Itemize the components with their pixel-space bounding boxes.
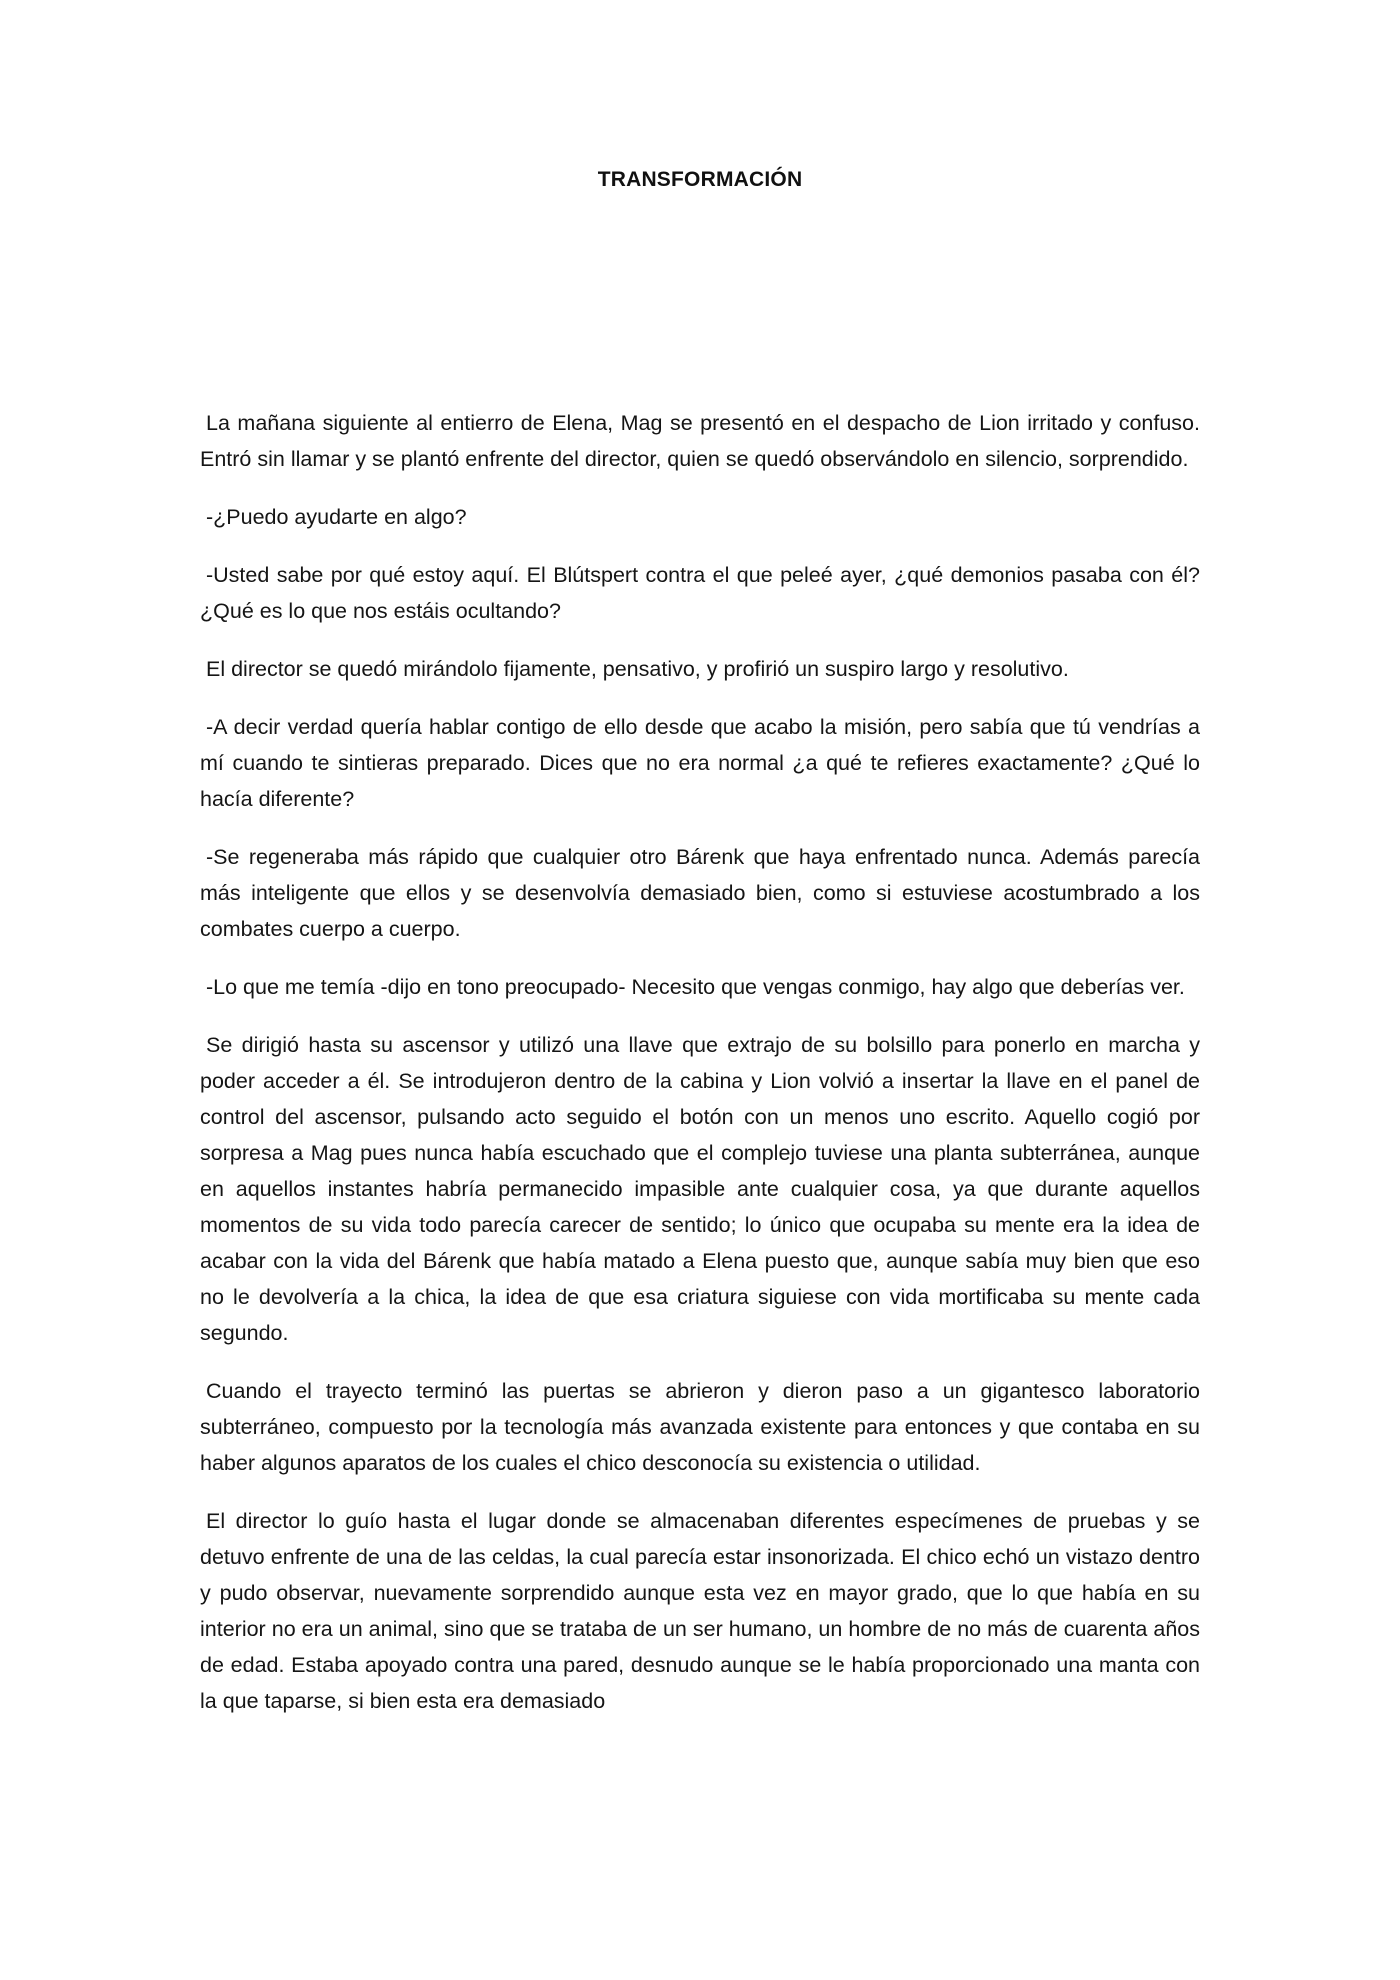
paragraph: -Usted sabe por qué estoy aquí. El Blútspert contra el que peleé ayer, ¿qué demonios pasaba con él? ¿Qué es lo que nos estáis ocultando? <box>200 563 1200 623</box>
paragraph: -Lo que me temía -dijo en tono preocupado- Necesito que vengas conmigo, hay algo que deberías ver. <box>206 975 1185 999</box>
paragraph: -A decir verdad quería hablar contigo de ello desde que acabo la misión, pero sabía que tú vendrías a mí cuando te sintieras preparado. Dices que no era normal ¿a qué te refieres exactamente? ¿Qué lo hacía diferente? <box>200 715 1200 811</box>
paragraph: La mañana siguiente al entierro de Elena, Mag se presentó en el despacho de Lion irritado y confuso. Entró sin llamar y se plantó enfrente del director, quien se quedó observándolo en silencio, sorprendido. <box>200 411 1200 471</box>
paragraph: El director lo guío hasta el lugar donde se almacenaban diferentes especímenes de pruebas y se detuvo enfrente de una de las celdas, la cual parecía estar insonorizada. El chico echó un vistazo dentro y pudo observar, nuevamente sorprendido aunque esta vez en mayor grado, que lo que había en su interior no era un animal, sino que se trataba de un ser humano, un hombre de no más de cuarenta años de edad. Estaba apoyado contra una pared, desnudo aunque se le había proporcionado una manta con la que taparse, si bien esta era demasiado <box>200 1509 1200 1713</box>
paragraph: Se dirigió hasta su ascensor y utilizó una llave que extrajo de su bolsillo para ponerlo en marcha y poder acceder a él. Se introdujeron dentro de la cabina y Lion volvió a insertar la llave en el panel de control del ascensor, pulsando acto seguido el botón con un menos uno escrito. Aquello cogió por sorpresa a Mag pues nunca había escuchado que el complejo tuviese una planta subterránea, aunque en aquellos instantes habría permanecido impasible ante cualquier cosa, ya que durante aquellos momentos de su vida todo parecía carecer de sentido; lo único que ocupaba su mente era la idea de acabar con la vida del Bárenk que había matado a Elena puesto que, aunque sabía muy bien que eso no le devolvería a la chica, la idea de que esa criatura siguiese con vida mortificaba su mente cada segundo. <box>200 1033 1200 1345</box>
document-title: TRANSFORMACIÓN <box>597 168 803 191</box>
paragraph: Cuando el trayecto terminó las puertas se abrieron y dieron paso a un gigantesco laboratorio subterráneo, compuesto por la tecnología más avanzada existente para entonces y que contaba en su haber algunos aparatos de los cuales el chico desconocía su existencia o utilidad. <box>200 1379 1200 1475</box>
paragraph: El director se quedó mirándolo fijamente, pensativo, y profirió un suspiro largo y resolutivo. <box>206 657 1069 681</box>
paragraph: -¿Puedo ayudarte en algo? <box>206 505 467 529</box>
paragraph: -Se regeneraba más rápido que cualquier otro Bárenk que haya enfrentado nunca. Además parecía más inteligente que ellos y se desenvolvía demasiado bien, como si estuviese acostumbrado a los combates cuerpo a cuerpo. <box>200 845 1200 941</box>
document-body <box>200 405 1200 1741</box>
